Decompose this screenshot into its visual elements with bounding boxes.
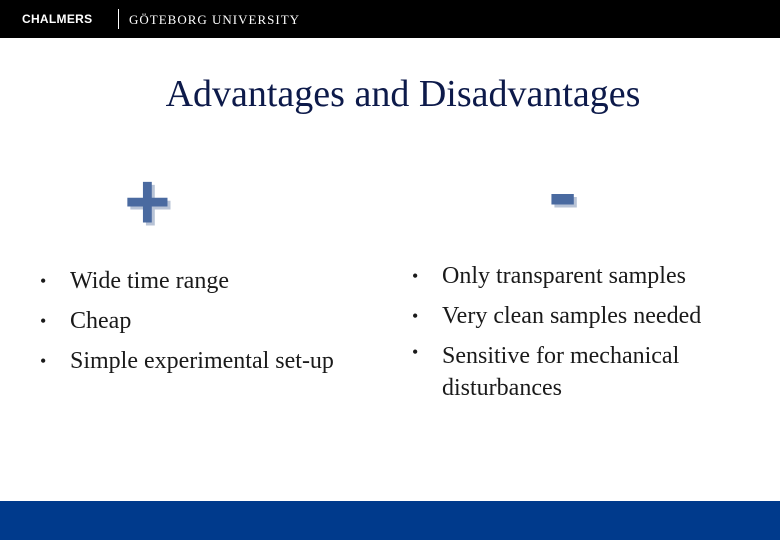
goteborg-university-logo-text: GÖTEBORG UNIVERSITY (129, 12, 301, 27)
list-item (412, 296, 772, 336)
advantages-list (40, 261, 400, 381)
plus-icon: + (124, 157, 171, 246)
disadvantage-text: Very clean samples needed (442, 303, 702, 329)
slide-title: Advantages and Disadvantages (165, 73, 641, 115)
bullet: • (412, 306, 419, 326)
brand-divider (118, 9, 119, 29)
advantage-text: Cheap (70, 308, 132, 334)
disadvantage-text: Sensitive for mechanical disturbances (442, 343, 680, 401)
advantage-text: Wide time range (70, 268, 229, 294)
list-item (40, 341, 400, 381)
list-item (412, 256, 772, 296)
disadvantage-text: Only transparent samples (442, 263, 686, 289)
minus-icon: - (548, 142, 578, 241)
footer-bar (0, 501, 780, 540)
advantage-text: Simple experimental set-up (70, 348, 334, 374)
disadvantages-list (412, 256, 772, 404)
bullet: • (40, 271, 47, 291)
header-bar (0, 0, 780, 38)
bullet: • (412, 266, 419, 286)
bullet: • (40, 311, 47, 331)
list-item (40, 261, 400, 301)
chalmers-logo-text: CHALMERS (22, 12, 93, 26)
bullet: • (412, 342, 419, 362)
list-item (412, 336, 772, 404)
list-item (40, 301, 400, 341)
bullet: • (40, 351, 47, 371)
